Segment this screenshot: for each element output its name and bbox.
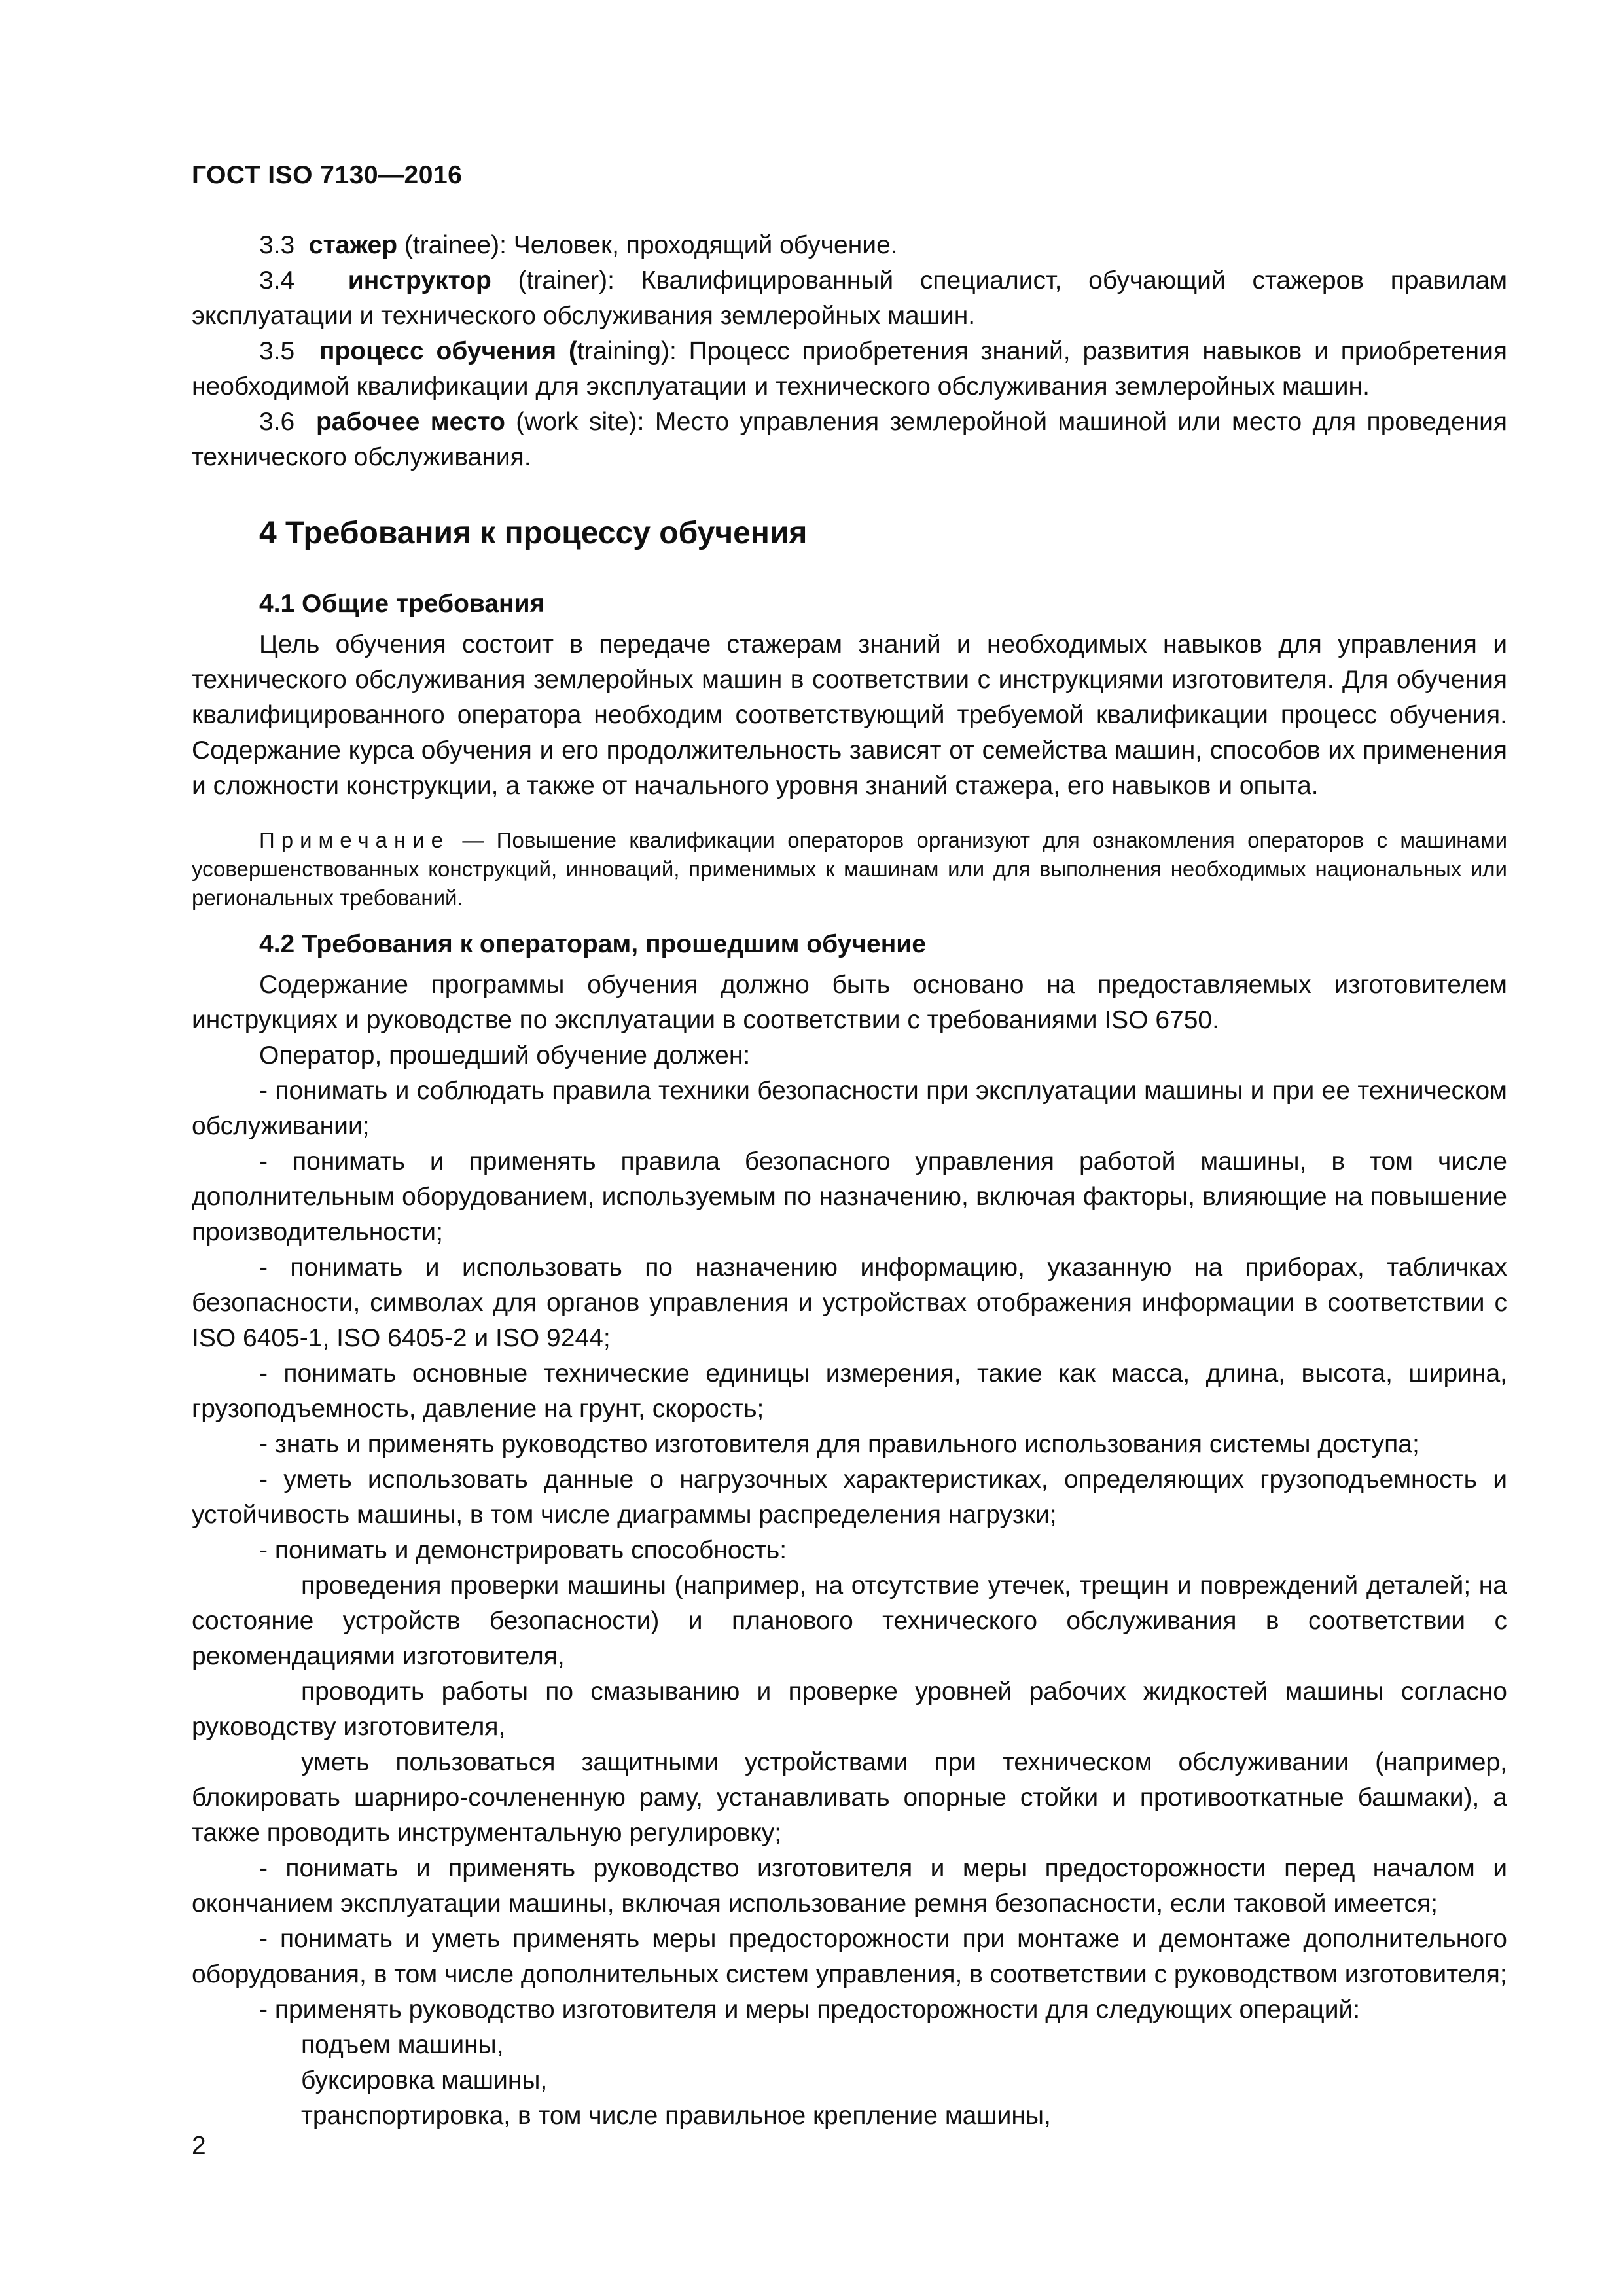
note-label: Примечание xyxy=(259,828,450,852)
operation-item: буксировка машины, xyxy=(301,2066,548,2094)
definition-english: (work site) xyxy=(505,408,637,436)
operation-item: транспортировка, в том числе правильное крепление машины, xyxy=(301,2102,1051,2130)
list-item: - понимать и применять правила безопасного управления работой машины, в том числе дополнительным оборудованием, используемым по назначению, включая факторы, влияющие на повышение производительности; xyxy=(192,1147,1507,1246)
definition-3-6 xyxy=(192,404,1507,475)
list-item: - применять руководство изготовителя и меры предосторожности для следующих операций: xyxy=(259,1996,1361,2024)
definition-number: 3.4 xyxy=(259,266,295,295)
list-item: - понимать основные технические единицы измерения, такие как масса, длина, высота, ширина, грузоподъемность, давление на грунт, скорость; xyxy=(192,1359,1507,1423)
definition-english: training) xyxy=(577,337,669,365)
list-item: - понимать и соблюдать правила техники безопасности при эксплуатации машины и при ее техническом обслуживании; xyxy=(192,1077,1507,1140)
definition-text: : Квалифицированный специалист, обучающий стажеров правилам эксплуатации и технического обслуживания землеройных машин. xyxy=(192,266,1508,330)
definition-english: (trainer) xyxy=(491,266,608,295)
list-item: - уметь использовать данные о нагрузочных характеристиках, определяющих грузоподъемность и устойчивость машины, в том числе диаграммы распределения нагрузки; xyxy=(192,1465,1507,1529)
definition-text: : Место управления землеройной машиной или место для проведения технического обслуживания. xyxy=(192,408,1508,471)
section-4-title: 4 Требования к процессу обучения xyxy=(259,516,808,550)
page-number: 2 xyxy=(192,2132,206,2160)
sub-list-item: уметь пользоваться защитными устройствами при техническом обслуживании (например, блокировать шарниро-сочлененную раму, устанавливать опорные стойки и противооткатные башмаки), а также проводить инструментальную регулировку; xyxy=(192,1748,1507,1847)
definition-term: процесс обучения ( xyxy=(319,337,578,365)
note xyxy=(192,826,1507,912)
section-4-2-lead: Оператор, прошедший обучение должен: xyxy=(259,1041,751,1069)
list-item: - понимать и применять руководство изготовителя и меры предосторожности перед началом и окончанием эксплуатации машины, включая использование ремня безопасности, если таковой имеется; xyxy=(192,1854,1507,1918)
section-4-2-intro: Содержание программы обучения должно быть основано на предоставляемых изготовителем инструкциях и руководстве по эксплуатации в соответствии с требованиями ISO 6750. xyxy=(192,971,1507,1034)
note-text: — Повышение квалификации операторов организуют для ознакомления операторов с машинами усовершенствованных конструкций, инноваций, применимых к машинам или для выполнения необходимых национальных или региональных требований. xyxy=(192,828,1507,910)
operation-item: подъем машины, xyxy=(301,2031,504,2059)
list-item: - понимать и демонстрировать способность: xyxy=(259,1536,787,1564)
list-item: - понимать и уметь применять меры предосторожности при монтаже и демонтаже дополнительного оборудования, в том числе дополнительных систем управления, в соответствии с руководством изготовителя; xyxy=(192,1925,1507,1988)
list-item: - знать и применять руководство изготовителя для правильного использования системы доступа; xyxy=(259,1430,1419,1458)
definition-3-4 xyxy=(192,263,1507,334)
definition-3-5 xyxy=(192,334,1507,404)
list-item: - понимать и использовать по назначению информацию, указанную на приборах, табличках безопасности, символах для органов управления и устройствах отображения информации в соответствии с ISO 6405-1, ISO 6405-2 и ISO 9244; xyxy=(192,1253,1507,1352)
definition-3-3 xyxy=(192,228,1507,263)
definition-term: инструктор xyxy=(348,266,491,295)
section-4-2-title: 4.2 Требования к операторам, прошедшим обучение xyxy=(259,930,926,958)
definition-text: : Человек, проходящий обучение. xyxy=(499,231,898,259)
definition-number: 3.5 xyxy=(259,337,295,365)
definition-text: : Процесс приобретения знаний, развития навыков и приобретения необходимой квалификации для эксплуатации и технического обслуживания землеройных машин. xyxy=(192,337,1508,401)
definition-number: 3.3 xyxy=(259,231,295,259)
section-4-1-text: Цель обучения состоит в передаче стажерам знаний и необходимых навыков для управления и технического обслуживания землеройных машин в соответствии с инструкциями изготовителя. Для обучения квалифицированного оператора необходим соответствующий требуемой квалификации процесс обучения. Содержание курса обучения и его продолжительность зависят от семейства машин, способов их применения и сложности конструкции, а также от начального уровня знаний стажера, его навыков и опыта. xyxy=(192,630,1507,800)
sub-list-item: проведения проверки машины (например, на отсутствие утечек, трещин и повреждений деталей; на состояние устройств безопасности) и планового технического обслуживания в соответствии с рекомендациями изготовителя, xyxy=(192,1571,1507,1670)
definition-number: 3.6 xyxy=(259,408,295,436)
document-id: ГОСТ ISO 7130—2016 xyxy=(192,161,463,189)
section-4-1-title: 4.1 Общие требования xyxy=(259,590,545,618)
definition-term: рабочее место xyxy=(315,408,505,436)
sub-list-item: проводить работы по смазыванию и проверке уровней рабочих жидкостей машины согласно руководству изготовителя, xyxy=(192,1677,1507,1741)
definition-term: стажер xyxy=(308,231,398,259)
document-page xyxy=(192,157,1507,2134)
definition-english: (trainee) xyxy=(397,231,500,259)
